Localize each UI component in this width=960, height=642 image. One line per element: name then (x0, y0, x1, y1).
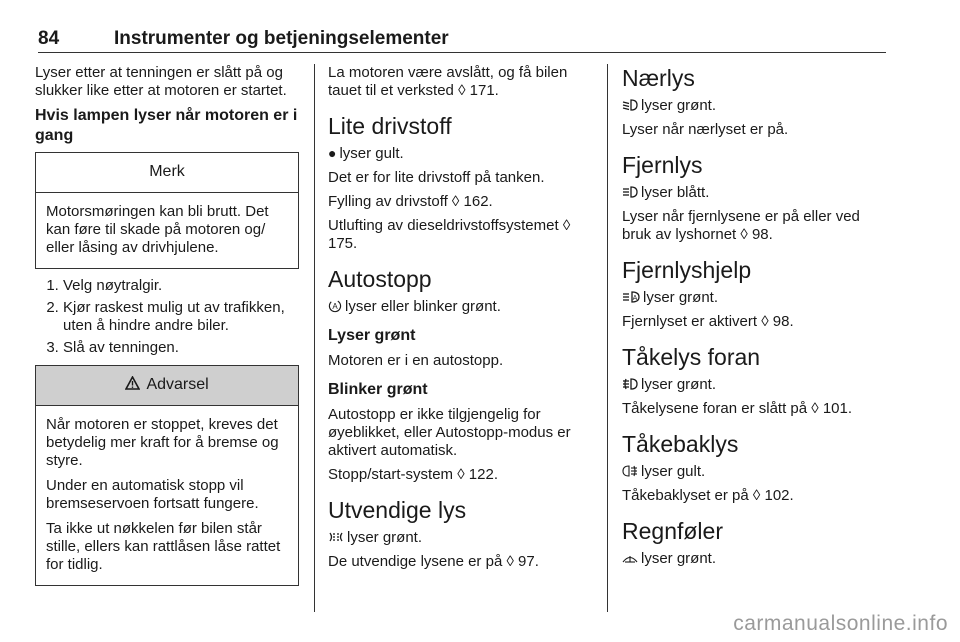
page-number: 84 (38, 28, 60, 49)
high-beam-text: Lyser når fjernlysene er på eller ved bruk av lyshornet ◊ 98. (622, 208, 860, 243)
svg-text:A: A (332, 302, 338, 311)
steps-list (35, 277, 299, 357)
high-beam-icon-text: lyser blått. (641, 184, 710, 201)
autostop-heading: Autostopp (328, 266, 432, 292)
exterior-lights-icon (328, 528, 344, 546)
list-item: 2. Kjør raskest mulig ut av trafikken, uten å hindre andre biler. (63, 299, 299, 335)
autostop-ref: Stopp/start-system ◊ 122. (328, 466, 498, 483)
blink-heading: Blinker grønt (328, 381, 428, 398)
autostop-icon (328, 297, 342, 315)
rear-fog-icon-text: lyser gult. (641, 463, 706, 480)
high-beam-assist-heading: Fjernlyshjelp (622, 257, 752, 283)
low-fuel-icon: ● (328, 145, 337, 161)
rain-sensor-icon-text: lyser grønt. (641, 550, 717, 567)
green-text: Motoren er i en autostopp. (328, 352, 504, 369)
column-divider-2 (607, 64, 608, 612)
green-heading: Lyser grønt (328, 327, 416, 344)
fuel-ref: Fylling av drivstoff ◊ 162. (328, 193, 493, 210)
rain-sensor-heading: Regnføler (622, 518, 723, 544)
low-beam-heading: Nærlys (622, 65, 695, 91)
list-item: 1. Velg nøytralgir. (63, 277, 299, 295)
column-divider-1 (314, 64, 315, 612)
warning-text: Når motoren er stoppet, kreves det betydelig mer kraft for å bremse og styre. (46, 416, 279, 469)
autostop-icon-text: lyser eller blinker grønt. (345, 298, 501, 315)
low-beam-icon-text: lyser grønt. (641, 97, 717, 114)
rear-fog-text: Tåkebaklyset er på ◊ 102. (622, 487, 794, 504)
exterior-heading: Utvendige lys (328, 497, 467, 523)
watermark: carmanualsonline.info (733, 612, 948, 635)
continuation-text: La motoren være avslått, og få bilen tauet til et verksted ◊ 171. (328, 64, 568, 99)
column-1 (35, 64, 299, 594)
list-item: 3. Slå av tenningen. (63, 339, 299, 357)
rear-fog-heading: Tåkebaklys (622, 431, 739, 457)
rain-sensor-icon (622, 549, 638, 567)
high-beam-assist-icon (622, 288, 640, 306)
warning-triangle-icon (125, 376, 144, 393)
note-title: Merk (36, 153, 298, 193)
note-text: Motorsmøringen kan bli brutt. Det kan føre til skade på motoren og/ eller låsing av drivhjulene. (46, 203, 269, 256)
note-box (35, 152, 299, 269)
front-fog-heading: Tåkelys foran (622, 344, 761, 370)
high-beam-assist-text: Fjernlyset er aktivert ◊ 98. (622, 313, 794, 330)
warning-text: Under en automatisk stopp vil bremseservoen fortsatt fungere. (46, 477, 259, 512)
exterior-text: De utvendige lysene er på ◊ 97. (328, 553, 539, 570)
fuel-icon-text: lyser gult. (339, 145, 404, 162)
page-title: Instrumenter og betjeningselementer (114, 28, 449, 49)
front-fog-icon-text: lyser grønt. (641, 376, 717, 393)
fuel-text: Det er for lite drivstoff på tanken. (328, 169, 545, 186)
fuel-ref: Utlufting av dieseldrivstoffsystemet ◊ 175. (328, 217, 571, 252)
warning-text: Ta ikke ut nøkkelen før bilen står stille, ellers kan rattlåsen låse rattet for tidlig. (46, 520, 281, 573)
svg-text:A: A (632, 295, 638, 302)
rear-fog-icon (622, 462, 638, 480)
page-header (38, 22, 886, 53)
warning-box (35, 365, 299, 586)
exterior-icon-text: lyser grønt. (347, 529, 423, 546)
high-beam-heading: Fjernlys (622, 152, 703, 178)
high-beam-assist-icon-text: lyser grønt. (643, 289, 719, 306)
low-beam-text: Lyser når nærlyset er på. (622, 121, 789, 138)
blink-text: Autostopp er ikke tilgjengelig for øyeblikket, eller Autostopp-modus er aktivert automatisk. (328, 406, 571, 459)
warning-title: Advarsel (146, 376, 209, 393)
column-2 (328, 64, 590, 577)
column-3 (622, 64, 884, 574)
low-beam-icon (622, 96, 638, 114)
front-fog-icon (622, 375, 638, 393)
intro-text: Lyser etter at tenningen er slått på og slukker like etter at motoren er startet. (35, 64, 287, 99)
warning-header (36, 366, 298, 406)
high-beam-icon (622, 183, 638, 201)
section-subheading: Hvis lampen lyser når motoren er i gang (35, 107, 298, 144)
fuel-heading: Lite drivstoff (328, 113, 452, 139)
front-fog-text: Tåkelysene foran er slått på ◊ 101. (622, 400, 853, 417)
